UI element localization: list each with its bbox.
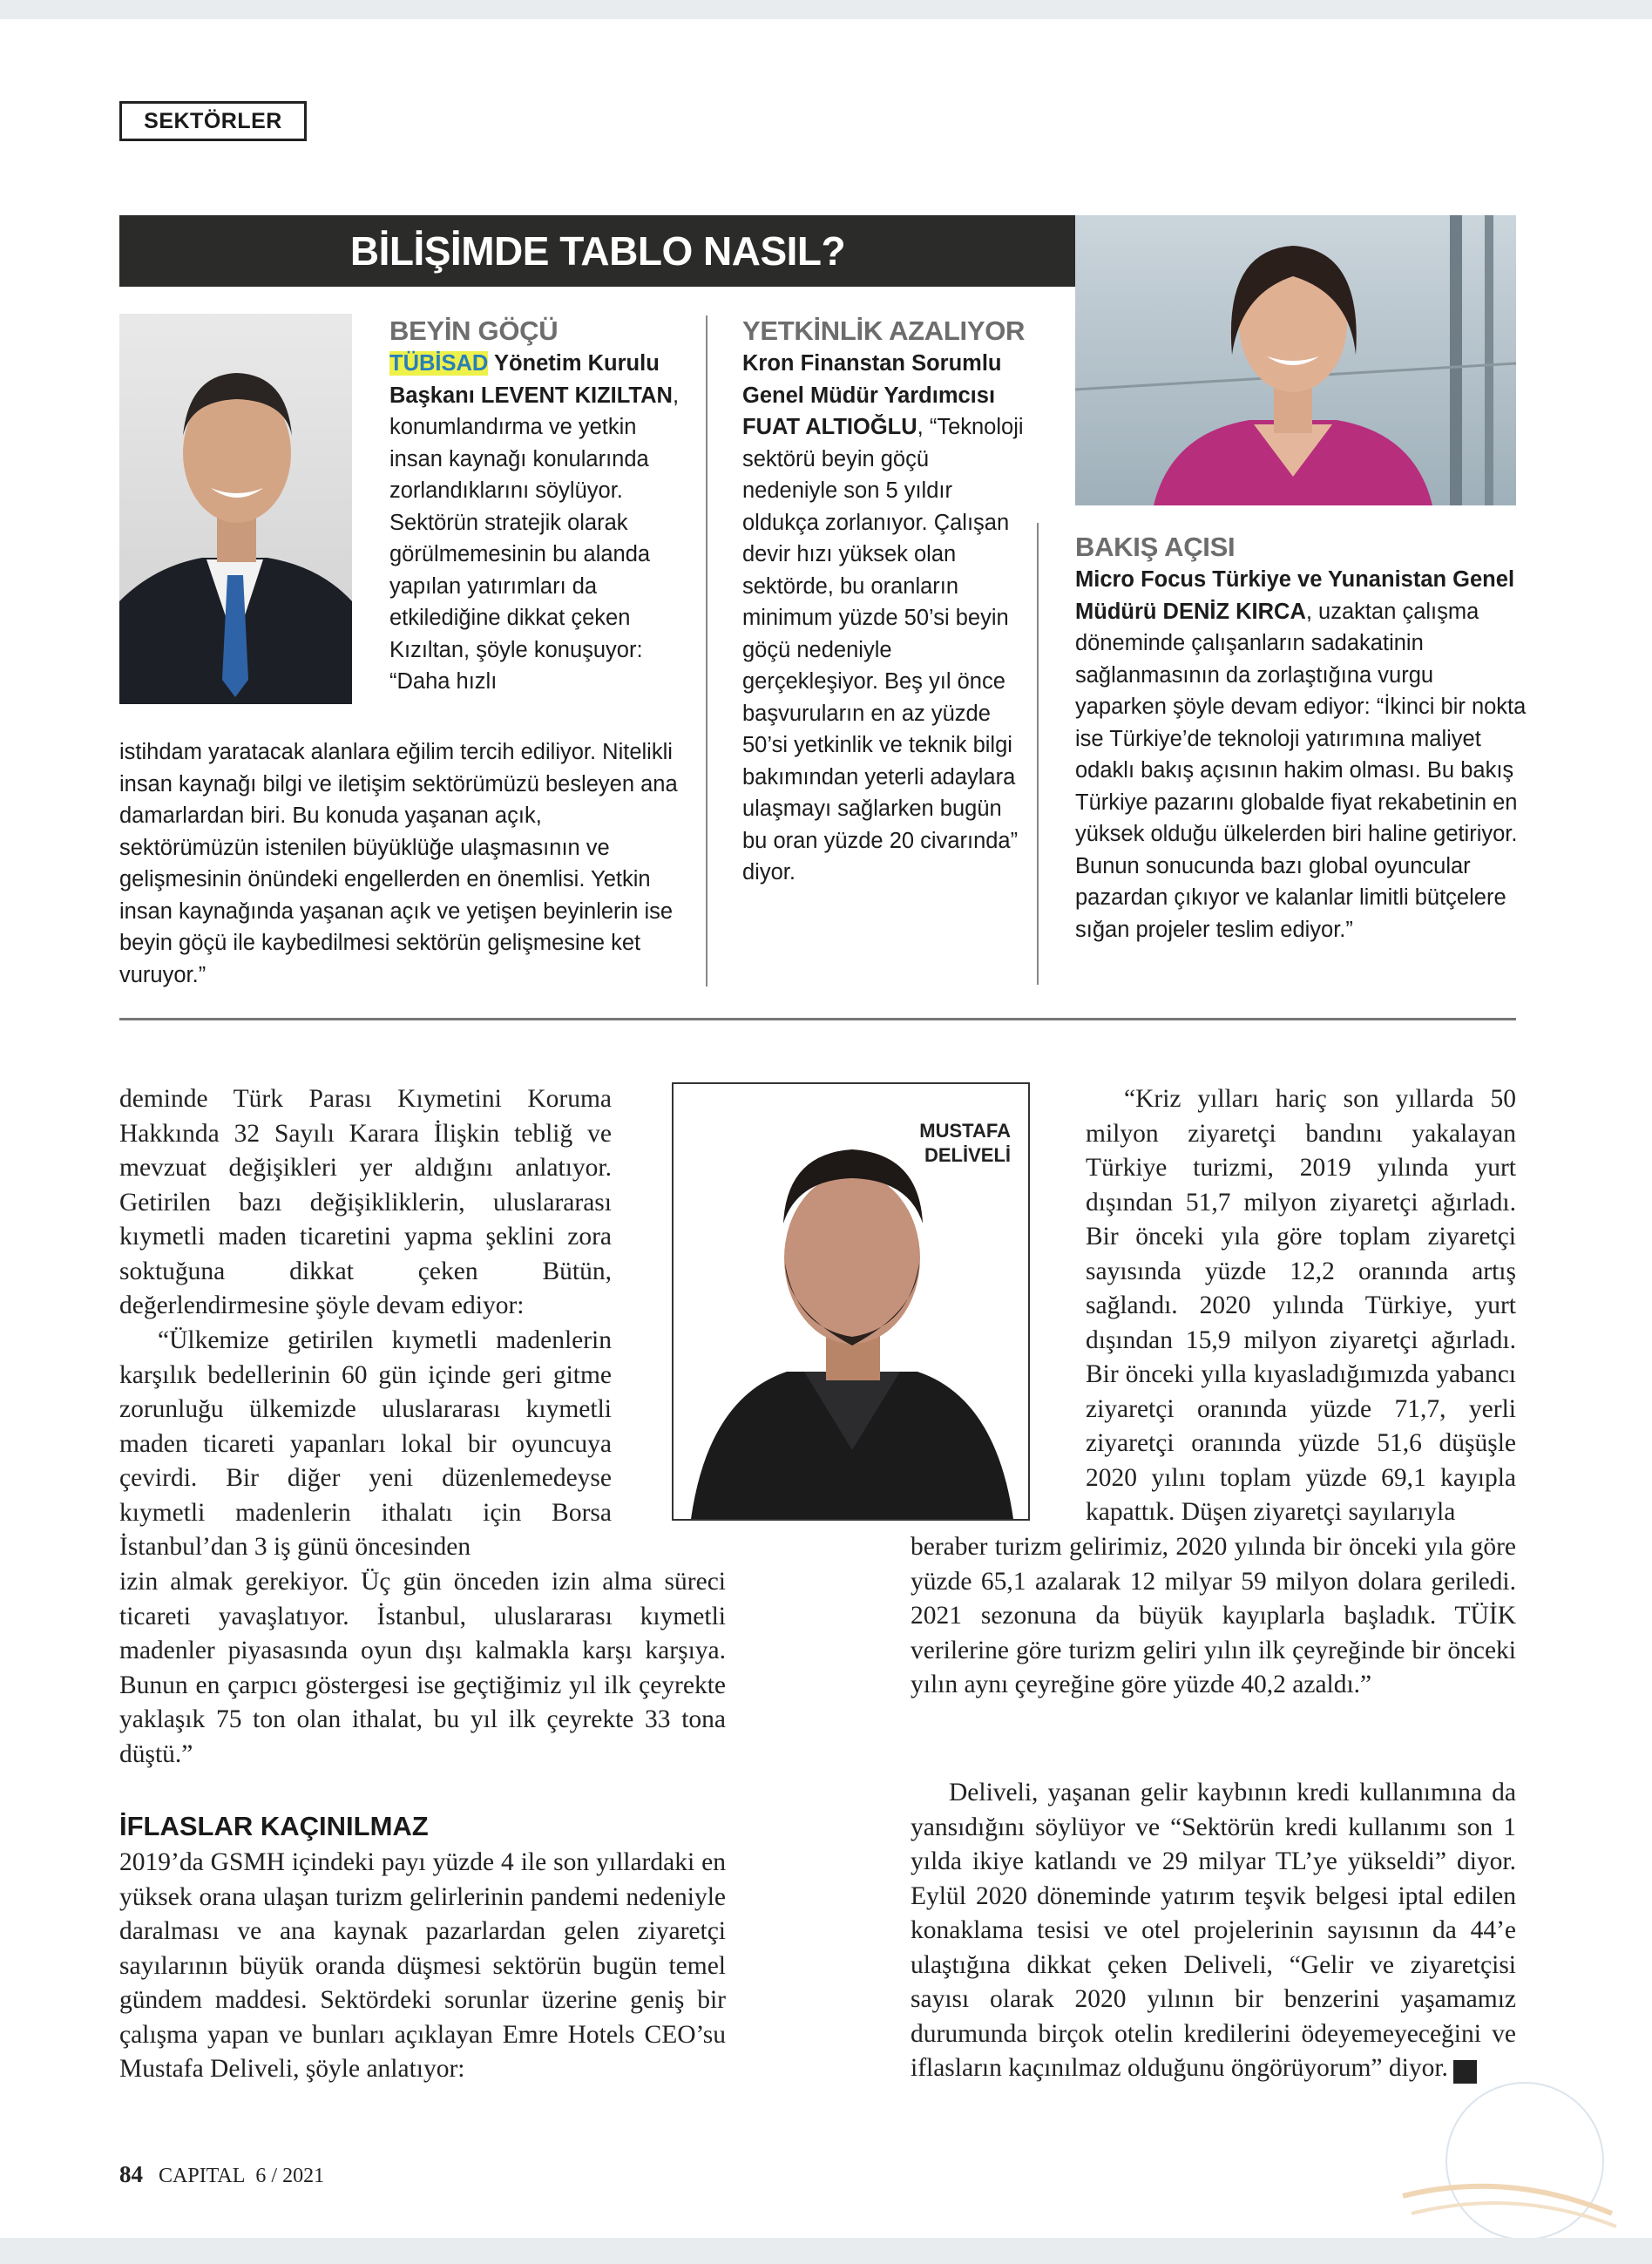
section-tag: SEKTÖRLER xyxy=(119,101,307,141)
column-divider-1 xyxy=(706,315,708,986)
article-right-p2 xyxy=(911,1776,1516,2086)
article-right-p2-text: Deliveli, yaşanan gelir kaybının kredi kullanımına da yansıdığını söylüyor ve “Sektörün kredi kullanımı son 1 yılda ikiye katlandı ve 29 milyar TL’ye yükseldi” diyor. Eylül 2020 döneminde yatırım teşvik belgesi iptal edilen konaklama tesisi ve otel projelerinin sayısının da 44’e ulaştığına dikkat çeken Deliveli, “Gelir ve ziyaretçisi sayısı olarak 2020 yılının bir benzerini yaşamamız durumunda birçok otelin kredilerini ödeyemeyeceğini ve iflasların kaçınılmaz olduğunu öngörüyorum” diyor. xyxy=(911,1779,1516,2082)
article-right-p1b: beraber turizm gelirimiz, 2020 yılında bir önceki yıla göre yüzde 65,1 azalarak 12 milyar 59 milyon dolara geriledi. 2021 sezonuna da büyük kayıplarla başladık. TÜİK verilerine göre turizm geliri yılın ilk çeyreğinde bir önceki yılın aynı çeyreğine göre yüzde 40,2 azaldı.” xyxy=(911,1533,1516,1698)
box1-heading: BEYİN GÖÇÜ xyxy=(389,315,559,346)
box1-bold-intro: Yönetim Kurulu Başkanı LEVENT KIZILTAN xyxy=(389,351,673,408)
photo-deniz-kirca xyxy=(1075,215,1516,505)
column-divider-2 xyxy=(1037,523,1039,985)
article-subhead: İFLASLAR KAÇINILMAZ xyxy=(119,1811,429,1841)
top-edge xyxy=(0,0,1652,19)
photo-levent-kiziltan xyxy=(119,314,352,704)
box2-text xyxy=(742,348,1030,889)
decorative-swirl xyxy=(1394,2065,1621,2240)
article-left-p2b: izin almak gerekiyor. Üç gün önceden izin alma süreci ticareti yavaşlatıyor. İstanbul, uluslararası kıymetli madenler piyasasında oyun dışı kalmakla karşı karşıya. Bunun en çarpıcı göstergesi ise geçtiğimiz yıl ilk çeyrekte yaklaşık 75 ton olan ithalat, bu yıl ilk çeyrekte 33 tona düştü.” xyxy=(119,1568,726,1768)
magazine-name: CAPITAL xyxy=(159,2165,246,2187)
article-left-p1: deminde Türk Parası Kıymetini Koruma Hakkında 32 Sayılı Karara İlişkin tebliğ ve mevzuat değişikleri yer aldığını anlatıyor. Getirilen bazı değişikliklerin, uluslararası kıymetli maden ticaretini yapma şeklini zora soktuğuna dikkat çeken Bütün, değerlendirmesine şöyle devam ediyor: xyxy=(119,1085,612,1319)
article-left-p3: 2019’da GSMH içindeki payı yüzde 4 ile son yıllardaki en yüksek orana ulaşan turizm gelirlerinin pandemi nedeniyle daralması ve ana kaynak pazarlardan gelen ziyaretçi sayılarının büyük oranda düşmesi sektörün bugün temel gündem maddesi. Sektördeki sorunlar üzerine geniş bir çalışma yapan ve bunları açıklayan Emre Hotels CEO’su Mustafa Deliveli, şöyle anlatıyor: xyxy=(119,1848,726,2083)
page-footer xyxy=(119,2161,324,2188)
box1-text-narrow xyxy=(389,348,681,698)
article-left-p2: “Ülkemize getirilen kıymetli madenlerin karşılık bedellerinin 60 gün içinde geri gitme zorunluğu ülkemizde uluslararası kıymetli maden ticareti yapanları lokal bir oyuncuya çevirdi. Bir diğer yeni düzenlemedeyse kıymetli madenlerin ithalatı için Borsa İstanbul’dan 3 iş günü öncesinden xyxy=(119,1326,612,1561)
section-divider xyxy=(119,1018,1516,1020)
end-mark: C xyxy=(1453,2060,1477,2084)
photo-mustafa-deliveli xyxy=(672,1082,1030,1521)
page-number: 84 xyxy=(119,2161,143,2187)
bottom-edge xyxy=(0,2238,1652,2264)
box3-text xyxy=(1075,564,1528,946)
issue-number: 6 / 2021 xyxy=(255,2165,325,2187)
box2-heading: YETKİNLİK AZALIYOR xyxy=(742,315,1026,346)
banner-title: BİLİŞİMDE TABLO NASIL? xyxy=(119,215,1076,287)
box1-narrow-rest: , konumlandırma ve yetkin insan kaynağı konularında zorlandıklarını söylüyor. Sektörün stratejik olarak görülmemesinin bu alanda yapılan yatırımları da etkilediğine dikkat çeken Kızıltan, şöyle konuşuyor: “Daha hızlı xyxy=(389,383,680,694)
article-right-p1: “Kriz yılları hariç son yıllarda 50 milyon ziyaretçi bandını yakalayan Türkiye turizmi, 2019 yılında yurt dışından 51,7 milyon ziyaretçi ağırladı. Bir önceki yıla göre toplam ziyaretçi sayısında yüzde 12,2 oranında artış sağlandı. 2020 yılında Türkiye, yurt dışından 15,9 milyon ziyaretçi ağırladı. Bir önceki yılla kıyasladığımızda yabancı ziyaretçi oranında yüzde 71,7, yerli ziyaretçi oranında yüzde 51,6 düşüşle 2020 yılını toplam yüzde 69,1 kayıpla kapattık. Düşen ziyaretçi sayılarıyla xyxy=(1086,1085,1516,1526)
box2-rest: , “Teknoloji sektörü beyin göçü nedeniyle son 5 yıldır oldukça zorlanıyor. Çalışan devir hızı yüksek olan sektörde, bu oranların minimum yüzde 50’si beyin göçü nedeniyle gerçekleşiyor. Beş yıl önce başvuruların en az yüzde 50’si yetkinlik ve teknik bilgi bakımından yeterli adaylara ulaşmayı sağlarken bugün bu oran yüzde 20 civarında” diyor. xyxy=(742,415,1024,885)
box3-heading: BAKIŞ AÇISI xyxy=(1075,532,1236,562)
box1-text-wide: istihdam yaratacak alanlara eğilim tercih ediliyor. Nitelikli insan kaynağı bilgi ve iletişim sektörümüzü besleyen ana damarlardan biri. Bu konuda yaşanan açık, sektörümüzün istenilen büyüklüğe ulaşmasının ve gelişmesinin önündeki engellerden en önemlisi. Yetkin insan kaynağında yaşanan açık ve yetişen beyinlerin ise beyin göçü ile kaybedilmesi sektörün gelişmesine ket vuruyor.” xyxy=(119,740,678,987)
photo-caption-line2: DELİVELİ xyxy=(924,1144,1011,1166)
photo-caption xyxy=(919,1119,1011,1168)
photo-caption-line1: MUSTAFA xyxy=(919,1120,1011,1142)
box3-bold-intro: Micro Focus Türkiye ve Yunanistan Genel Müdürü DENİZ KIRCA xyxy=(1075,567,1515,624)
box3-rest: , uzaktan çalışma döneminde çalışanların sadakatinin sağlanmasının da zorlaştığına vurgu yaparken şöyle devam ediyor: “İkinci bir nokta ise Türkiye’de teknoloji yatırımına maliyet odaklı bakış açısının hakim olması. Bu bakış Türkiye pazarını globalde fiyat rekabetinin en yüksek olduğu ülkelerden biri haline getiriyor. Bunun sonucunda bazı global oyuncular pazardan çıkıyor ve kalanlar limitli bütçelere sığan projeler teslim ediyor.” xyxy=(1075,599,1527,942)
tubisad-highlight: TÜBİSAD xyxy=(389,351,489,376)
box2-bold-intro: Kron Finanstan Sorumlu Genel Müdür Yardımcısı FUAT ALTIOĞLU xyxy=(742,351,1002,439)
